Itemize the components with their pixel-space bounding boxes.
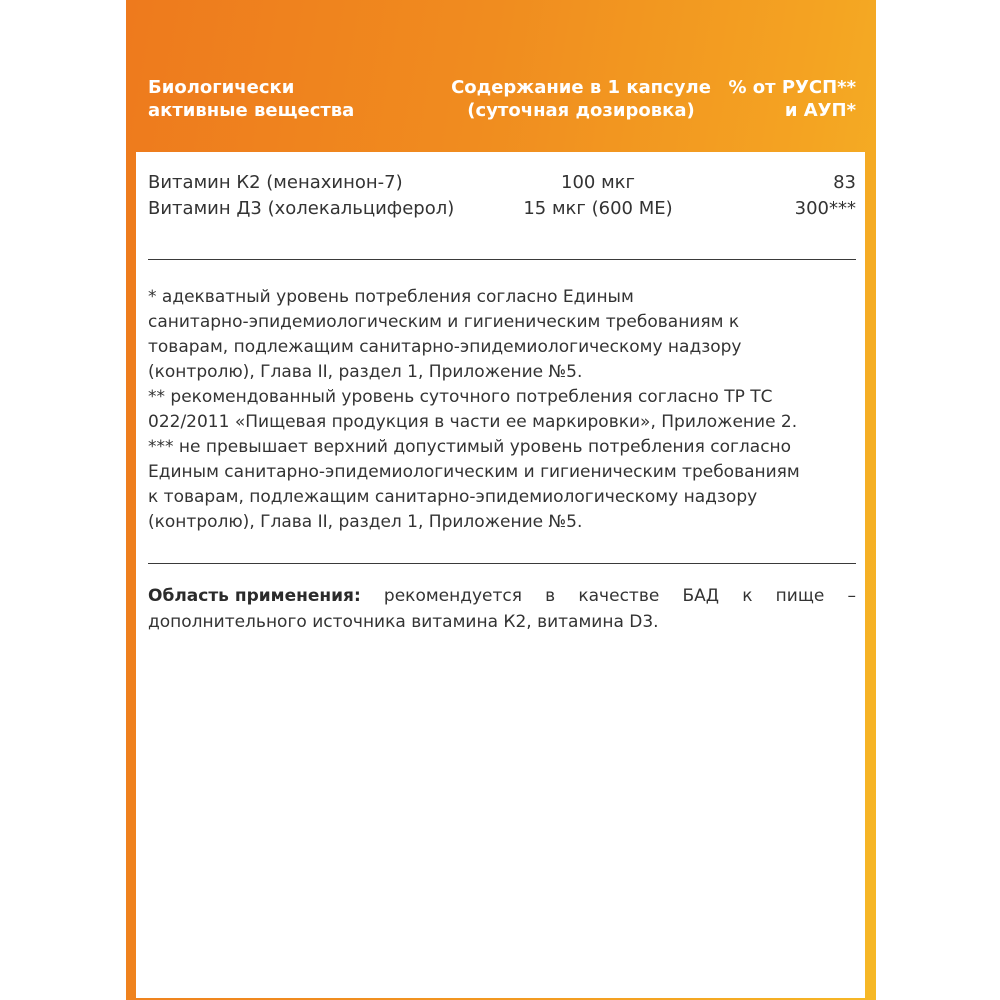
nutrient-percent: 83 [833, 172, 856, 193]
table-row [148, 196, 856, 222]
footnote-line: ** рекомендованный уровень суточного потребления согласно ТР ТС [148, 387, 773, 407]
footnotes [148, 285, 856, 535]
table-header [126, 0, 876, 152]
usage-line: дополнительного источника витамина К2, витамина D3. [148, 612, 659, 632]
footnote-line: * адекватный уровень потребления согласно Единым [148, 287, 634, 307]
footnote-line: *** не превышает верхний допустимый уровень потребления согласно [148, 437, 792, 457]
footnote-line: (контролю), Глава II, раздел 1, Приложение №5. [148, 362, 583, 382]
divider-top [148, 259, 856, 260]
nutrient-amount: 100 мкг [561, 172, 635, 193]
header-percent-rusp: % от РУСП** и АУП* [728, 77, 856, 121]
header-substances: Биологически активные вещества [148, 77, 355, 121]
usage-label: Область применения: [148, 586, 361, 606]
table-row [148, 170, 856, 196]
usage-section [148, 583, 856, 635]
nutrient-name: Витамин Д3 (холекальциферол) [148, 198, 455, 219]
footnote-line: товарам, подлежащим санитарно-эпидемиологическому надзору [148, 337, 742, 357]
footnote-line: (контролю), Глава II, раздел 1, Приложение №5. [148, 512, 583, 532]
footnote-line: 022/2011 «Пищевая продукция в части ее маркировки», Приложение 2. [148, 412, 798, 432]
orange-frame [126, 0, 876, 1000]
header-content-per-capsule: Содержание в 1 капсуле (суточная дозировка) [451, 77, 711, 121]
footnote-line: Единым санитарно-эпидемиологическим и гигиеническим требованиям [148, 462, 800, 482]
usage-line: Область применения: рекомендуется в качестве БАД к пище – [148, 583, 856, 609]
nutrient-table [148, 170, 856, 222]
footnote-line: санитарно-эпидемиологическим и гигиеническим требованиям к [148, 312, 740, 332]
nutrient-percent: 300*** [794, 198, 856, 219]
nutrient-amount: 15 мкг (600 МЕ) [523, 198, 673, 219]
footnote-line: к товарам, подлежащим санитарно-эпидемиологическому надзору [148, 487, 758, 507]
content-panel [136, 152, 865, 998]
nutrient-name: Витамин К2 (менахинон-7) [148, 172, 403, 193]
divider-bottom [148, 563, 856, 564]
